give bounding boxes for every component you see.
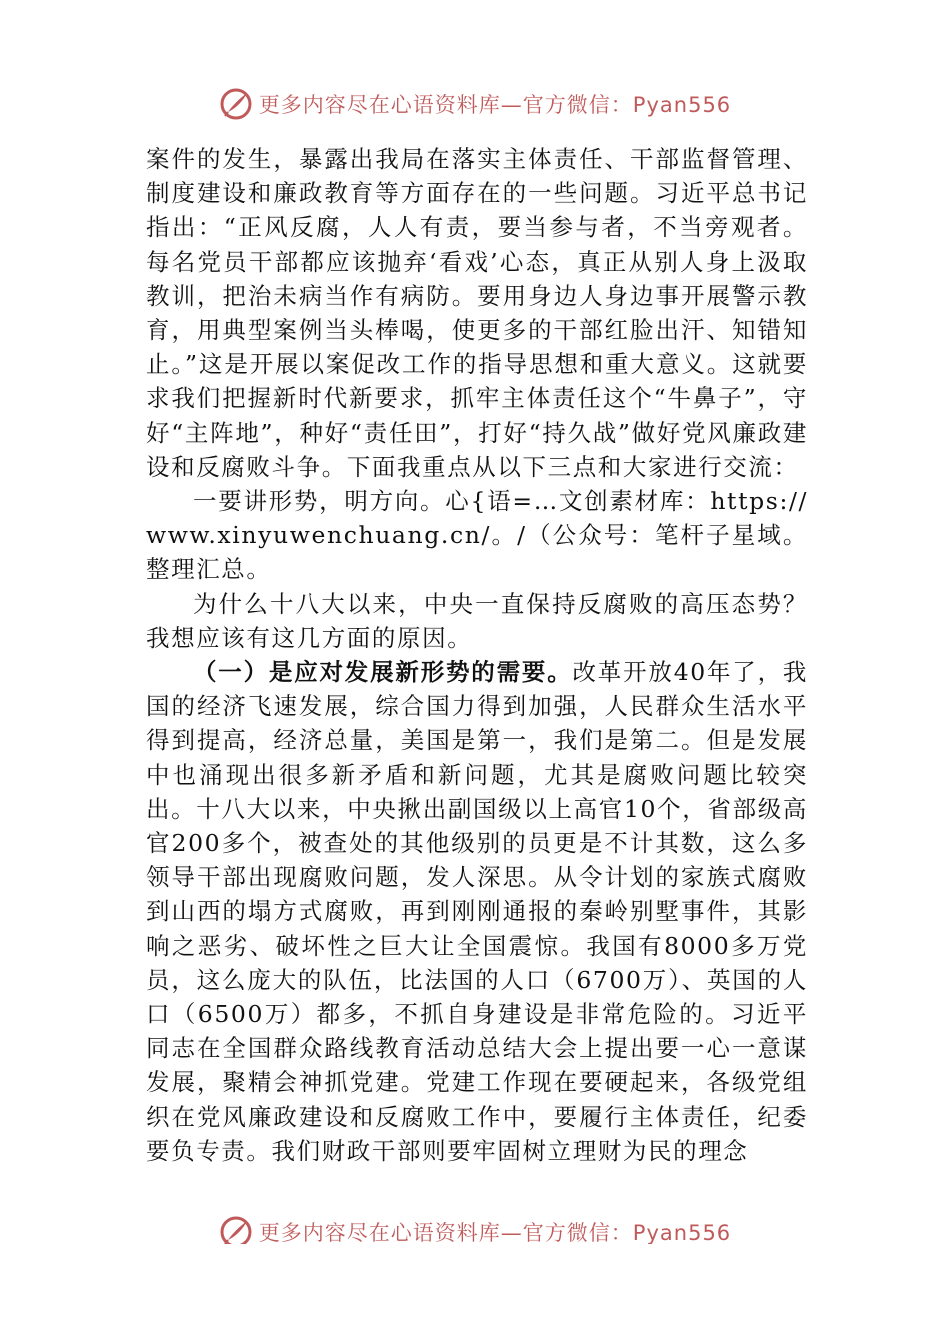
watermark-text: 更多内容尽在心语资料库—官方微信：Pyan556: [258, 1221, 732, 1244]
feather-pen-circle-icon: [219, 87, 253, 121]
section-heading: （一）是应对发展新形势的需要。: [193, 658, 573, 687]
paragraph-3: 为什么十八大以来，中央一直保持反腐败的高压态势？我想应该有这几方面的原因。: [146, 589, 808, 652]
paragraph-1: 案件的发生，暴露出我局在落实主体责任、干部监督管理、制度建设和廉政教育等方面存在的一些问题。习近平总书记指出：“正风反腐，人人有责，要当参与者，不当旁观者。每名党员干部都应该抛弃‘看戏’心态，真正从别人身上汲取教训，把治未病当作有病防。要用身边人身边事开展警示教育，用典型案例当头棒喝，使更多的干部红脸出汗、知错知止。”这是开展以案促改工作的指导思想和重大意义。这就要求我们把握新时代新要求，抓牢主体责任这个“牛鼻子”，守好“主阵地”，种好“责任田”，打好“持久战”做好党风廉政建设和反腐败斗争。下面我重点从以下三点和大家进行交流：: [146, 145, 808, 481]
watermark-text: 更多内容尽在心语资料库—官方微信：Pyan556: [258, 93, 732, 117]
header-watermark: [0, 84, 950, 124]
paragraph-4: [146, 655, 808, 1168]
paragraph-4-body: 改革开放40年了，我国的经济飞速发展，综合国力得到加强，人民群众生活水平得到提高，经济总量，美国是第一，我们是第二。但是发展中也涌现出很多新矛盾和新问题，尤其是腐败问题比较突出。十八大以来，中央揪出副国级以上高官10个，省部级高官200多个，被查处的其他级别的员更是不计其数，这么多领导干部出现腐败问题，发人深思。从令计划的家族式腐败到山西的塌方式腐败，再到刚刚通报的秦岭别墅事件，其影响之恶劣、破坏性之巨大让全国震惊。我国有8000多万党员，这么庞大的队伍，比法国的人口（6700万）、英国的人口（6500万）都多，不抓自身建设是非常危险的。习近平同志在全国群众路线教育活动总结大会上提出要一心一意谋发展，聚精会神抓党建。党建工作现在要硬起来，各级党组织在党风廉政建设和反腐败工作中，要履行主体责任，纪委要负专责。我们财政干部则要牢固树立理财为民的理念: [146, 658, 809, 1165]
footer-watermark: [0, 1204, 950, 1244]
feather-pen-circle-icon: [219, 1215, 253, 1244]
paragraph-2: 一要讲形势，明方向。心{语=…文创素材库：https://www.xinyuwenchuang.cn/。/（公众号：笔杆子星域。整理汇总。: [146, 487, 808, 584]
document-body: [146, 142, 808, 1168]
